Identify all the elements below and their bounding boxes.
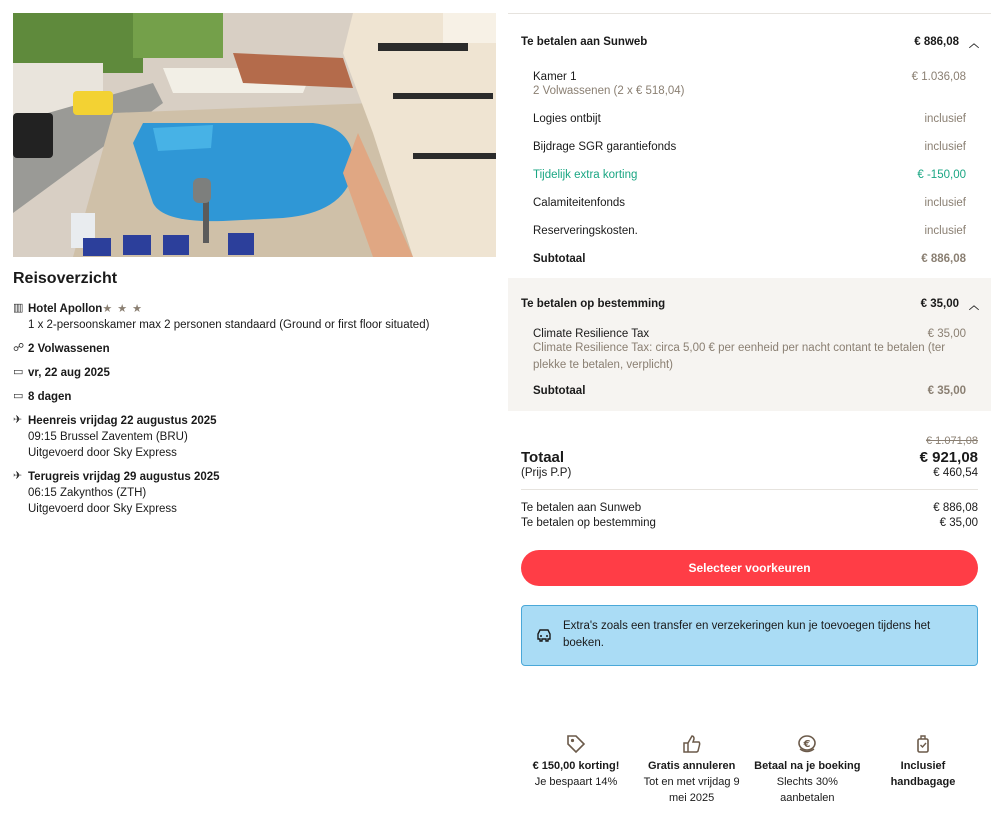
- euro-coin-icon: [752, 732, 862, 756]
- chevron-up-icon[interactable]: ︿: [969, 38, 979, 50]
- pay-sunweb-amount: € 886,08: [933, 502, 978, 514]
- usp-item: [868, 732, 978, 806]
- room-row: [508, 71, 991, 83]
- discount-row: [508, 169, 991, 181]
- people-icon: ☍: [13, 342, 25, 354]
- return-title: Terugreis vrijdag 29 augustus 2025: [28, 471, 220, 483]
- tax-row: [508, 328, 991, 340]
- luggage-icon: [868, 732, 978, 756]
- row-value: € -150,00: [917, 169, 966, 181]
- row-label: Logies ontbijt: [533, 113, 601, 125]
- room-label: Kamer 1: [533, 71, 577, 83]
- sunweb-breakdown: [508, 56, 991, 265]
- usp-title: € 150,00 korting!: [532, 760, 620, 772]
- per-person-label: (Prijs P.P): [521, 467, 572, 479]
- destination-section: [508, 278, 991, 411]
- row-value: inclusief: [924, 225, 966, 237]
- star-rating: ★ ★ ★: [102, 303, 144, 315]
- usp-subtitle: Tot en met vrijdag 9 mei 2025: [643, 776, 740, 804]
- duration-info: [13, 389, 496, 405]
- tax-label: Climate Resilience Tax: [533, 328, 650, 340]
- overview-title: Reisoverzicht: [13, 270, 118, 287]
- date-info: [13, 365, 496, 381]
- pay-destination-row: [521, 516, 978, 531]
- thumbs-up-icon: [637, 732, 747, 756]
- extras-info-box: [521, 605, 978, 666]
- outbound-flight: [13, 413, 496, 461]
- car-icon: [536, 628, 552, 642]
- usp-subtitle: Slechts 30% aanbetalen: [776, 776, 838, 804]
- pay-destination-label: Te betalen op bestemming: [521, 517, 656, 529]
- subtotal-value: € 35,00: [927, 385, 966, 397]
- price-row: [508, 141, 991, 153]
- building-icon: ▥: [13, 302, 24, 314]
- old-price: € 1.071,08: [926, 435, 978, 447]
- return-operator: Uitgevoerd door Sky Express: [28, 503, 177, 515]
- extras-info-text: Extra's zoals een transfer en verzekeringen kun je toevoegen tijdens het boeken.: [563, 620, 931, 649]
- select-preferences-button[interactable]: Selecteer voorkeuren: [521, 550, 978, 586]
- pay-destination-amount: € 35,00: [939, 517, 978, 529]
- travel-overview: [13, 13, 496, 517]
- price-row: [508, 197, 991, 209]
- svg-text:€: €: [803, 739, 811, 750]
- row-value: inclusief: [924, 113, 966, 125]
- subtotal-label: Subtotaal: [533, 385, 586, 397]
- row-label: Reserveringskosten.: [533, 225, 638, 237]
- return-flight: [13, 469, 496, 517]
- calendar-icon: ▭: [13, 390, 24, 402]
- total-row: [521, 449, 978, 466]
- subtotal-label: Subtotaal: [533, 253, 586, 265]
- price-summary: [508, 13, 991, 804]
- room-description: 1 x 2-persoonskamer max 2 personen standaard (Ground or first floor situated): [28, 319, 430, 331]
- tax-note: Climate Resilience Tax: circa 5,00 € per eenheid per nacht contant te betalen (ter plekke te betalen, verplicht): [533, 342, 946, 371]
- per-person-amount: € 460,54: [933, 467, 978, 479]
- travelers-info: [13, 341, 496, 357]
- usp-item: [752, 732, 862, 806]
- row-value: inclusief: [924, 197, 966, 209]
- departure-date: vr, 22 aug 2025: [28, 367, 110, 379]
- sunweb-section-toggle[interactable]: [508, 28, 991, 56]
- per-person-row: [521, 467, 978, 479]
- row-label: Tijdelijk extra korting: [533, 169, 638, 181]
- price-row: [508, 225, 991, 237]
- destination-section-amount: € 35,00: [920, 298, 959, 310]
- outbound-operator: Uitgevoerd door Sky Express: [28, 447, 177, 459]
- subtotal-value: € 886,08: [921, 253, 966, 265]
- pay-sunweb-label: Te betalen aan Sunweb: [521, 502, 642, 514]
- tag-icon: [521, 732, 631, 756]
- sunweb-section-title: Te betalen aan Sunweb: [521, 36, 648, 48]
- usp-subtitle: Je bespaart 14%: [534, 776, 618, 788]
- trip-duration: 8 dagen: [28, 391, 72, 403]
- row-label: Bijdrage SGR garantiefonds: [533, 141, 677, 153]
- room-amount: € 1.036,08: [911, 71, 966, 83]
- plane-landing-icon: ✈: [13, 470, 23, 482]
- hotel-name[interactable]: Hotel Apollon: [28, 303, 103, 315]
- usp-title: Betaal na je boeking: [754, 760, 861, 772]
- subtotal-row: [508, 385, 991, 397]
- usp-item: [637, 732, 747, 806]
- destination-section-toggle[interactable]: [508, 290, 991, 318]
- usp-title: Gratis annuleren: [647, 760, 736, 772]
- divider: [521, 489, 978, 490]
- pay-sunweb-row: [521, 501, 978, 516]
- outbound-title: Heenreis vrijdag 22 augustus 2025: [28, 415, 217, 427]
- plane-takeoff-icon: ✈: [13, 414, 23, 426]
- usp-list: [521, 732, 978, 806]
- chevron-up-icon[interactable]: ︿: [969, 300, 979, 312]
- total-label: Totaal: [521, 449, 565, 466]
- price-row: [508, 113, 991, 125]
- return-time: 06:15 Zakynthos (ZTH): [28, 487, 147, 499]
- totals: [508, 435, 991, 531]
- usp-item: [521, 732, 631, 806]
- tax-amount: € 35,00: [927, 328, 966, 340]
- row-value: inclusief: [924, 141, 966, 153]
- usp-title: Inclusief handbagage: [890, 760, 956, 788]
- hotel-photo: [13, 13, 496, 257]
- sunweb-section-amount: € 886,08: [914, 36, 959, 48]
- destination-section-title: Te betalen op bestemming: [521, 298, 666, 310]
- hotel-info: [13, 301, 496, 333]
- total-amount: € 921,08: [919, 449, 978, 466]
- travelers-count: 2 Volwassenen: [28, 343, 110, 355]
- calendar-icon: ▭: [13, 366, 24, 378]
- row-label: Calamiteitenfonds: [533, 197, 626, 209]
- divider: [508, 13, 991, 14]
- room-detail: 2 Volwassenen (2 x € 518,04): [533, 85, 685, 97]
- subtotal-row: [508, 253, 991, 265]
- outbound-time: 09:15 Brussel Zaventem (BRU): [28, 431, 188, 443]
